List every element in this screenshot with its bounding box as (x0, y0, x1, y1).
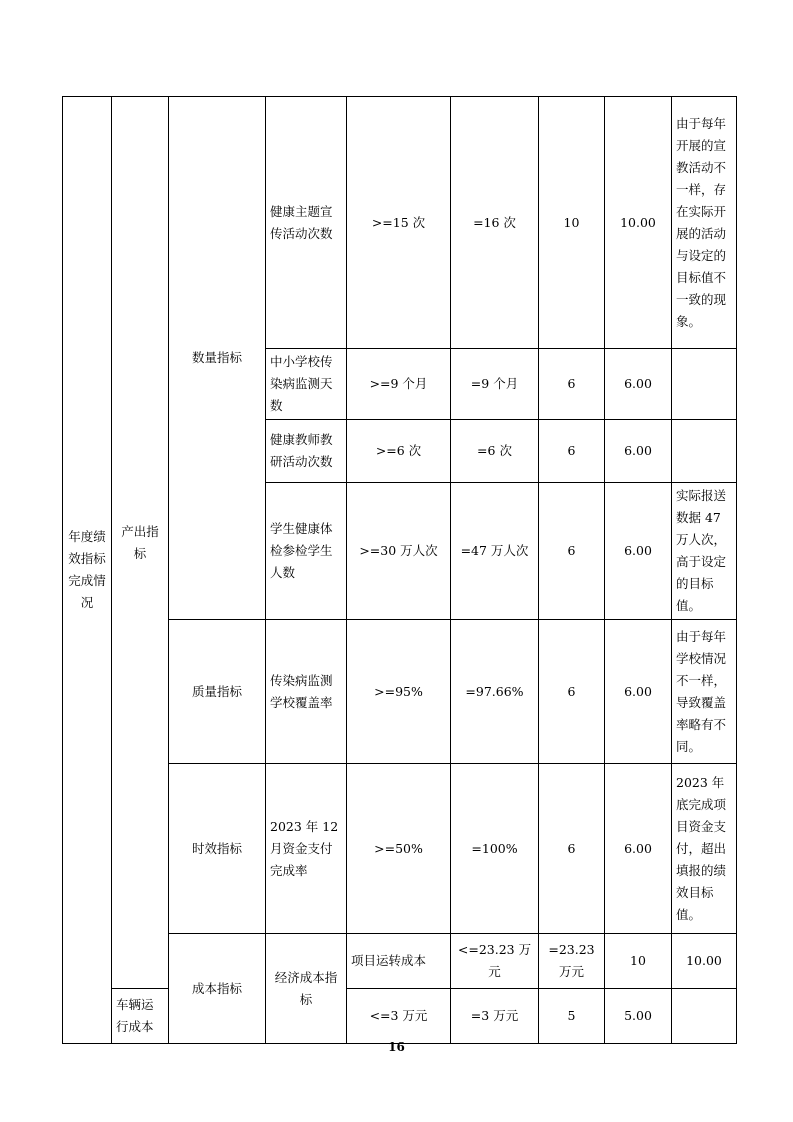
note-cell: 由于每年开展的宣教活动不一样，存在实际开展的活动与设定的目标值不一致的现象。 (672, 97, 737, 349)
indicator-cell: 健康教师教研活动次数 (266, 420, 347, 483)
score-cell: 5.00 (605, 989, 672, 1044)
score-cell: 6.00 (605, 764, 672, 934)
actual-cell: =6 次 (451, 420, 539, 483)
subcategory-label: 经济成本指标 (266, 934, 347, 1044)
weight-cell: 10 (539, 97, 605, 349)
table-row (63, 97, 737, 349)
indicator-cell: 2023 年 12 月资金支付完成率 (266, 764, 347, 934)
indicator-cell: 传染病监测学校覆盖率 (266, 620, 347, 764)
score-cell: 10.00 (605, 97, 672, 349)
weight-cell: 10 (605, 934, 672, 989)
score-cell: 10.00 (672, 934, 737, 989)
actual-cell: =3 万元 (451, 989, 539, 1044)
subcategory-label: 时效指标 (169, 764, 266, 934)
weight-cell: 6 (539, 483, 605, 620)
note-cell: 由于每年学校情况不一样，导致覆盖率略有不同。 (672, 620, 737, 764)
score-cell: 6.00 (605, 420, 672, 483)
indicator-cell: 中小学校传染病监测天数 (266, 349, 347, 420)
note-cell (672, 420, 737, 483)
actual-cell: =47 万人次 (451, 483, 539, 620)
page-number: 16 (388, 1040, 405, 1054)
weight-cell: 6 (539, 349, 605, 420)
weight-cell: 5 (539, 989, 605, 1044)
actual-cell: =16 次 (451, 97, 539, 349)
target-cell: >=6 次 (347, 420, 451, 483)
score-cell: 6.00 (605, 620, 672, 764)
indicator-cell: 车辆运行成本 (112, 989, 169, 1044)
note-cell: 实际报送数据 47 万人次，高于设定的目标值。 (672, 483, 737, 620)
subcategory-label: 质量指标 (169, 620, 266, 764)
actual-cell: =23.23 万元 (539, 934, 605, 989)
indicator-cell: 健康主题宣传活动次数 (266, 97, 347, 349)
indicator-cell: 学生健康体检参检学生人数 (266, 483, 347, 620)
target-cell: >=15 次 (347, 97, 451, 349)
target-cell: >=9 个月 (347, 349, 451, 420)
target-cell: <=3 万元 (347, 989, 451, 1044)
score-cell: 6.00 (605, 349, 672, 420)
target-cell: >=30 万人次 (347, 483, 451, 620)
performance-table (62, 96, 737, 1044)
weight-cell: 6 (539, 420, 605, 483)
actual-cell: =9 个月 (451, 349, 539, 420)
score-cell: 6.00 (605, 483, 672, 620)
category-label: 成本指标 (169, 934, 266, 1044)
weight-cell: 6 (539, 620, 605, 764)
section-label: 年度绩效指标完成情况 (63, 97, 112, 1044)
target-cell: >=50% (347, 764, 451, 934)
indicator-cell: 项目运转成本 (347, 934, 451, 989)
target-cell: >=95% (347, 620, 451, 764)
target-cell: <=23.23 万元 (451, 934, 539, 989)
subcategory-label: 数量指标 (169, 97, 266, 620)
category-label: 产出指标 (112, 97, 169, 989)
note-cell (672, 349, 737, 420)
weight-cell: 6 (539, 764, 605, 934)
actual-cell: =100% (451, 764, 539, 934)
table-row (63, 989, 737, 1044)
note-cell: 2023 年底完成项目资金支付，超出填报的绩效目标值。 (672, 764, 737, 934)
note-cell (672, 989, 737, 1044)
actual-cell: =97.66% (451, 620, 539, 764)
